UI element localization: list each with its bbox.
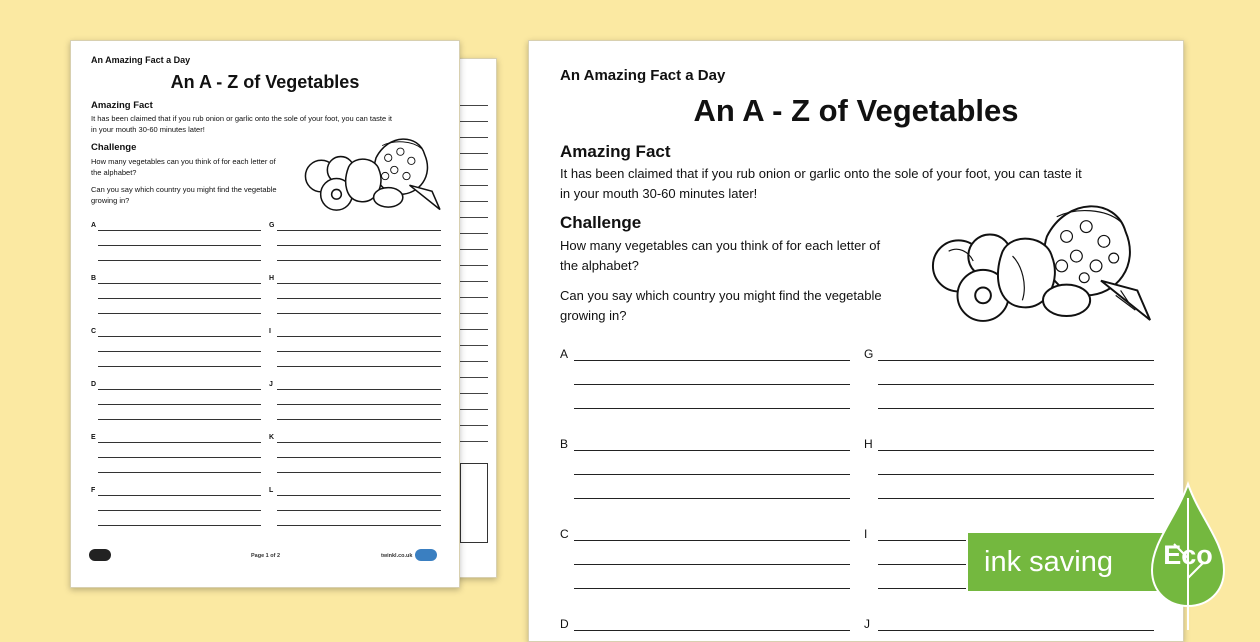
answer-line: [878, 360, 1154, 361]
ink-saving-banner: [966, 531, 1178, 593]
small-question-line2: growing in?: [91, 196, 130, 205]
kicker: An Amazing Fact a Day: [560, 67, 726, 84]
answer-line: [574, 498, 850, 499]
footer-site: twinkl.co.uk: [381, 553, 413, 559]
answer-line: [574, 474, 850, 475]
small-letter-e: E: [91, 434, 96, 441]
vegetable-illustration: [929, 193, 1155, 329]
page-title: An A - Z of Vegetables: [693, 93, 1019, 128]
answer-line: [574, 588, 850, 589]
letter-d: D: [560, 617, 569, 631]
small-answer-line: [98, 457, 261, 458]
small-answer-line: [277, 283, 441, 284]
twinkl-logo: [89, 549, 111, 561]
letter-g: G: [864, 347, 874, 361]
small-answer-line: [277, 495, 441, 496]
small-answer-line: [277, 366, 441, 367]
back-page-line: [460, 425, 488, 426]
small-answer-line: [98, 389, 261, 390]
small-letter-h: H: [269, 275, 275, 282]
small-answer-line: [277, 404, 441, 405]
fact-line1: It has been claimed that if you rub onion or garlic onto the sole of your foot, you can taste it: [560, 166, 1082, 181]
small-challenge-heading: Challenge: [91, 142, 137, 153]
back-page-line: [460, 105, 488, 106]
letter-c: C: [560, 527, 569, 541]
back-page-line: [460, 233, 488, 234]
small-letter-d: D: [91, 381, 97, 388]
answer-line: [574, 360, 850, 361]
small-answer-line: [98, 510, 261, 511]
answer-line: [878, 408, 1154, 409]
eco-label: Eco: [1163, 540, 1213, 570]
small-answer-line: [277, 351, 441, 352]
small-answer-line: [277, 457, 441, 458]
small-answer-line: [98, 442, 261, 443]
small-answer-line: [277, 298, 441, 299]
small-fact-heading: Amazing Fact: [91, 100, 153, 111]
small-answer-line: [98, 313, 261, 314]
small-answer-line: [98, 495, 261, 496]
small-answer-line: [277, 525, 441, 526]
small-fact-line2: in your mouth 30-60 minutes later!: [91, 125, 205, 134]
small-letter-c: C: [91, 328, 97, 335]
answer-line: [574, 408, 850, 409]
back-page-line: [460, 393, 488, 394]
back-page-line: [460, 169, 488, 170]
back-page-line: [460, 137, 488, 138]
answer-line: [574, 540, 850, 541]
small-page-preview: [70, 40, 460, 588]
back-page-line: [460, 121, 488, 122]
answer-line: [878, 630, 1154, 631]
small-answer-line: [98, 336, 261, 337]
small-letter-k: K: [269, 434, 275, 441]
small-letter-i: I: [269, 328, 271, 335]
small-answer-line: [98, 366, 261, 367]
small-answer-line: [277, 260, 441, 261]
small-answer-line: [98, 230, 261, 231]
small-answer-line: [98, 525, 261, 526]
back-page-line: [460, 217, 488, 218]
small-answer-line: [277, 442, 441, 443]
back-page-line: [460, 313, 488, 314]
small-fact-line1: It has been claimed that if you rub onion or garlic onto the sole of your foot, you can taste it: [91, 114, 393, 123]
small-challenge-line1: How many vegetables can you think of for each letter of: [91, 157, 276, 166]
back-page-line: [460, 345, 488, 346]
small-answer-line: [277, 336, 441, 337]
small-answer-line: [98, 260, 261, 261]
answer-line: [878, 450, 1154, 451]
letter-j: J: [864, 617, 870, 631]
ink-saving-label: ink saving: [984, 545, 1113, 578]
back-page-line: [460, 185, 488, 186]
letter-a: A: [560, 347, 569, 361]
small-kicker: An Amazing Fact a Day: [91, 55, 191, 65]
fact-heading: Amazing Fact: [560, 142, 671, 161]
small-answer-line: [277, 389, 441, 390]
small-answer-line: [98, 419, 261, 420]
back-page-box: [460, 463, 488, 543]
small-answer-line: [277, 313, 441, 314]
question-line2: growing in?: [560, 308, 627, 323]
letter-b: B: [560, 437, 569, 451]
answer-line: [878, 498, 1154, 499]
back-page-line: [460, 265, 488, 266]
challenge-heading: Challenge: [560, 213, 642, 232]
small-answer-line: [277, 230, 441, 231]
small-answer-line: [98, 472, 261, 473]
answer-line: [574, 384, 850, 385]
question-line1: Can you say which country you might find the vegetable: [560, 288, 882, 303]
back-page-line: [460, 249, 488, 250]
back-page-line: [460, 153, 488, 154]
back-page-line: [460, 329, 488, 330]
small-letter-g: G: [269, 222, 275, 229]
small-letter-l: L: [269, 487, 274, 494]
back-page-line: [460, 441, 488, 442]
small-answer-line: [98, 351, 261, 352]
footer-page-number: Page 1 of 2: [251, 553, 281, 559]
answer-line: [878, 384, 1154, 385]
challenge-line2: the alphabet?: [560, 258, 639, 273]
small-title: An A - Z of Vegetables: [170, 72, 360, 92]
small-answer-line: [277, 419, 441, 420]
back-page-line: [460, 297, 488, 298]
back-page-line: [460, 201, 488, 202]
letter-i: I: [864, 527, 868, 541]
back-page-line: [460, 377, 488, 378]
fact-line2: in your mouth 30-60 minutes later!: [560, 186, 758, 201]
small-letter-b: B: [91, 275, 97, 282]
small-answer-line: [277, 510, 441, 511]
small-answer-line: [277, 472, 441, 473]
answer-line: [574, 630, 850, 631]
small-vegetable-illustration: [303, 133, 443, 213]
small-challenge-line2: the alphabet?: [91, 168, 137, 177]
small-answer-line: [98, 283, 261, 284]
back-page-line: [460, 281, 488, 282]
small-answer-line: [98, 245, 261, 246]
small-letter-j: J: [269, 381, 273, 388]
small-letter-a: A: [91, 222, 97, 229]
small-answer-line: [98, 298, 261, 299]
small-question-line1: Can you say which country you might find the vegetable: [91, 185, 277, 194]
small-letter-f: F: [91, 487, 96, 494]
back-page-line: [460, 361, 488, 362]
challenge-line1: How many vegetables can you think of for each letter of: [560, 238, 881, 253]
twinkl-logo-right: [415, 549, 437, 561]
back-page-line: [460, 409, 488, 410]
answer-line: [878, 474, 1154, 475]
answer-line: [574, 450, 850, 451]
back-page-preview: [455, 58, 497, 578]
answer-line: [574, 564, 850, 565]
letter-h: H: [864, 437, 873, 451]
small-answer-line: [98, 404, 261, 405]
small-answer-line: [277, 245, 441, 246]
